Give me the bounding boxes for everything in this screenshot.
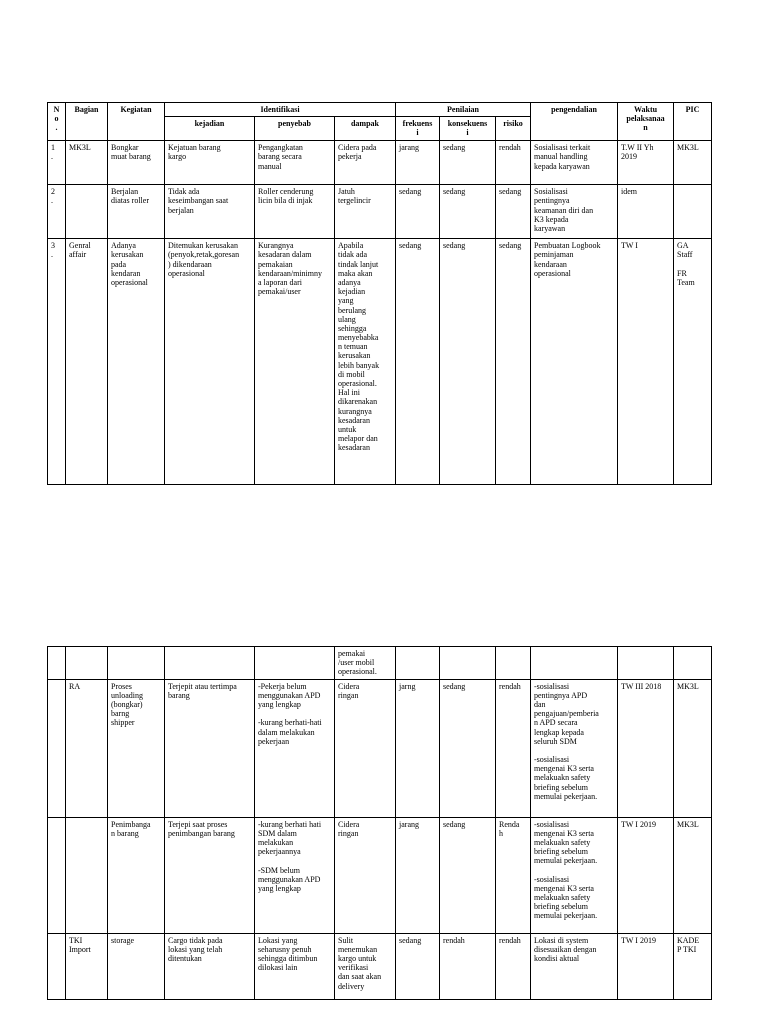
cell-kegiatan: Penimbanga n barang (108, 817, 165, 933)
cell-kegiatan: Adanya kerusakan pada kendaran operasional (108, 239, 165, 485)
cell-dampak: Apabila tidak ada tindak lanjut maka akan adanya kejadian yang berulang ulang sehingga menyebabka n temuan kerusakan lebih banyak di mobil operasional. Hal ini dikarenakan kurangnya kesadaran untuk melapor dan kesadaran (335, 239, 396, 485)
cell-pengendalian: -sosialisasi mengenai K3 serta melakuakn safety briefing sebelum memulai pekerjaan. -sosialisasi mengenai K3 serta melakuakn safety briefing sebelum memulai pekerjaan. (531, 817, 618, 933)
cell-kegiatan: Proses unloading (bongkar) barng shipper (108, 679, 165, 817)
cell-pengendalian: Sosialisasi terkait manual handling kepada karyawan (531, 141, 618, 185)
cell-bagian: TKI Import (66, 933, 108, 999)
cell-risiko: rendah (496, 141, 531, 185)
header-dampak: dampak (335, 117, 396, 141)
header-pengendalian: pengendalian (531, 103, 618, 141)
cell-kejadian: Kejatuan barang kargo (165, 141, 255, 185)
cell-penyebab: Roller cenderung licin bila di injak (255, 185, 335, 239)
cell-frekuensi: jarang (396, 817, 440, 933)
cell-risiko: rendah (496, 933, 531, 999)
cell-risiko: sedang (496, 239, 531, 485)
cell-penyebab: -kurang berhati hati SDM dalam melakukan pekerjaannya -SDM belum menggunakan APD yang lengkap (255, 817, 335, 933)
header-waktu: Waktu pelaksanaa n (618, 103, 674, 141)
cell-dampak: Jatuh tergelincir (335, 185, 396, 239)
cell-bagian (66, 185, 108, 239)
cell-waktu: idem (618, 185, 674, 239)
cell-no (48, 647, 66, 680)
cell-frekuensi: sedang (396, 933, 440, 999)
cell-penyebab: Kurangnya kesadaran dalam pemakaian kendaraan/minimny a laporan dari pemakai/user (255, 239, 335, 485)
cell-risiko: Renda h (496, 817, 531, 933)
table-row (48, 239, 712, 485)
cell-kegiatan: Berjalan diatas roller (108, 185, 165, 239)
cell-no (48, 679, 66, 817)
cell-frekuensi: sedang (396, 185, 440, 239)
header-kegiatan: Kegiatan (108, 103, 165, 141)
cell-pic: KADE P TKI (674, 933, 712, 999)
cell-no: 2 . (48, 185, 66, 239)
cell-waktu: TW I 2019 (618, 933, 674, 999)
cell-kejadian: Cargo tidak pada lokasi yang telah ditentukan (165, 933, 255, 999)
table-row (48, 679, 712, 817)
cell-dampak: pemakai /user mobil operasional. (335, 647, 396, 680)
cell-pic (674, 185, 712, 239)
cell-no: 3 . (48, 239, 66, 485)
header-kejadian: kejadian (165, 117, 255, 141)
cell-kejadian: Tidak ada keseimbangan saat berjalan (165, 185, 255, 239)
cell-pengendalian: Pembuatan Logbook peminjaman kendaraan operasional (531, 239, 618, 485)
cell-pengendalian: Lokasi di system disesuaikan dengan kondisi aktual (531, 933, 618, 999)
cell-penyebab: Pengangkatan barang secara manual (255, 141, 335, 185)
cell-konsekuensi (440, 647, 496, 680)
cell-konsekuensi: sedang (440, 185, 496, 239)
cell-kegiatan (108, 647, 165, 680)
cell-bagian: Genral affair (66, 239, 108, 485)
cell-dampak: Cidera ringan (335, 679, 396, 817)
cell-bagian (66, 817, 108, 933)
cell-kejadian (165, 647, 255, 680)
cell-frekuensi: jarng (396, 679, 440, 817)
cell-konsekuensi: sedang (440, 817, 496, 933)
header-pic: PIC (674, 103, 712, 141)
table-row (48, 185, 712, 239)
header-no: N o . (48, 103, 66, 141)
header-penyebab: penyebab (255, 117, 335, 141)
cell-konsekuensi: rendah (440, 933, 496, 999)
cell-dampak: Sulit menemukan kargo untuk verifikasi dan saat akan delivery (335, 933, 396, 999)
table-row (48, 647, 712, 680)
cell-pengendalian: -sosialisasi pentingnya APD dan pengajuan/pemberia n APD secara lengkap kepada seluruh SDM -sosialisasi mengenai K3 serta melakuakn safety briefing sebelum memulai pekerjaan. (531, 679, 618, 817)
header-identifikasi: Identifikasi (165, 103, 396, 117)
cell-frekuensi (396, 647, 440, 680)
cell-kejadian: Terjepit atau tertimpa barang (165, 679, 255, 817)
cell-konsekuensi: sedang (440, 141, 496, 185)
header-row (48, 103, 712, 117)
cell-pengendalian: Sosialisasi pentingnya keamanan diri dan K3 kepada karyawan (531, 185, 618, 239)
risk-table-page-1 (47, 102, 712, 485)
table-row (48, 141, 712, 185)
cell-dampak: Cidera pada pekerja (335, 141, 396, 185)
cell-no (48, 933, 66, 999)
header-konsekuensi: konsekuens i (440, 117, 496, 141)
cell-pic: MK3L (674, 679, 712, 817)
cell-bagian (66, 647, 108, 680)
cell-kegiatan: Bongkar muat barang (108, 141, 165, 185)
cell-waktu: TW III 2018 (618, 679, 674, 817)
table-row (48, 817, 712, 933)
cell-kegiatan: storage (108, 933, 165, 999)
cell-dampak: Cidera ringan (335, 817, 396, 933)
cell-bagian: MK3L (66, 141, 108, 185)
cell-pic: MK3L (674, 817, 712, 933)
cell-penyebab (255, 647, 335, 680)
cell-no: 1 . (48, 141, 66, 185)
cell-waktu: TW I 2019 (618, 817, 674, 933)
risk-table-page-2 (47, 646, 712, 1000)
cell-waktu: T.W II Yh 2019 (618, 141, 674, 185)
cell-konsekuensi: sedang (440, 679, 496, 817)
cell-penyebab: -Pekerja belum menggunakan APD yang lengkap -kurang berhati-hati dalam melakukan pekerjaan (255, 679, 335, 817)
cell-kejadian: Ditemukan kerusakan (penyok,retak,goresan ) dikendaraan operasional (165, 239, 255, 485)
cell-pengendalian (531, 647, 618, 680)
cell-konsekuensi: sedang (440, 239, 496, 485)
cell-no (48, 817, 66, 933)
cell-waktu (618, 647, 674, 680)
cell-risiko: sedang (496, 185, 531, 239)
cell-waktu: TW I (618, 239, 674, 485)
cell-penyebab: Lokasi yang seharusny penuh sehingga ditimbun dilokasi lain (255, 933, 335, 999)
table-row (48, 933, 712, 999)
cell-risiko: rendah (496, 679, 531, 817)
header-risiko: risiko (496, 117, 531, 141)
cell-bagian: RA (66, 679, 108, 817)
cell-frekuensi: sedang (396, 239, 440, 485)
header-penilaian: Penilaian (396, 103, 531, 117)
cell-risiko (496, 647, 531, 680)
header-bagian: Bagian (66, 103, 108, 141)
cell-pic (674, 647, 712, 680)
cell-pic: GA Staff FR Team (674, 239, 712, 485)
cell-frekuensi: jarang (396, 141, 440, 185)
cell-kejadian: Terjepi saat proses penimbangan barang (165, 817, 255, 933)
header-frekuensi: frekuens i (396, 117, 440, 141)
cell-pic: MK3L (674, 141, 712, 185)
